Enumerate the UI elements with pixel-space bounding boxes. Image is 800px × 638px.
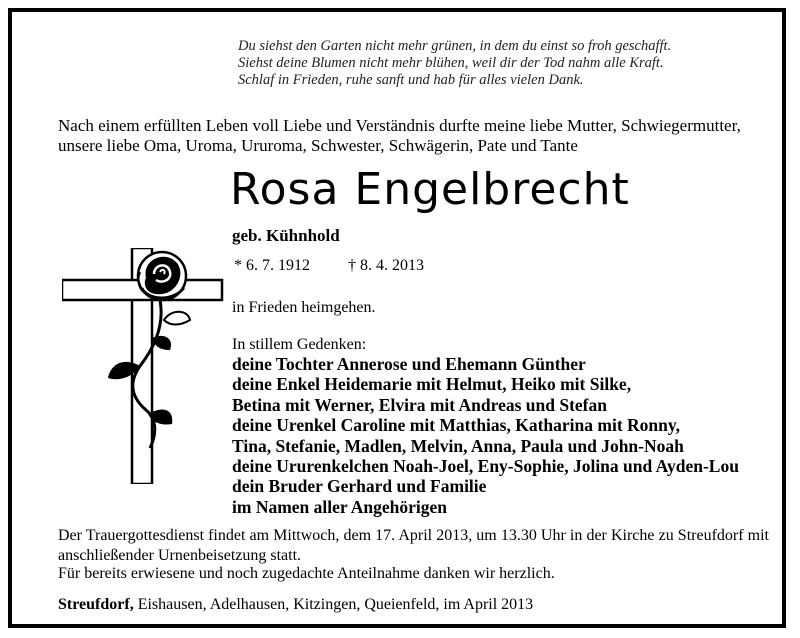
place-main: Streufdorf, [58, 596, 134, 613]
service-info: Der Trauergottesdienst findet am Mittwoch, dem 17. April 2013, um 13.30 Uhr in der Kirche zu Streufdorf mit anschließender Urnenbeisetzung statt. [58, 527, 769, 564]
birth-date: * 6. 7. 1912 [234, 257, 310, 274]
mourner-line: im Namen aller Angehörigen [232, 496, 448, 517]
intro-text [58, 116, 778, 156]
place-and-date [58, 596, 533, 614]
life-dates [234, 257, 424, 275]
passed-text: in Frieden heimgehen. [232, 299, 376, 316]
mourner-line: Tina, Stefanie, Madlen, Melvin, Anna, Paula und John-Noah [232, 435, 684, 456]
intro-line: unsere liebe Oma, Uroma, Ururoma, Schwester, Schwägerin, Pate und Tante [58, 136, 578, 155]
cross-with-rose-icon [62, 248, 230, 484]
mourners-block [232, 335, 739, 517]
obituary-notice [8, 8, 786, 628]
death-date: † 8. 4. 2013 [348, 257, 424, 274]
born-name: geb. Kühnhold [232, 226, 340, 245]
thanks-text: Für bereits erwiesene und noch zugedachte Anteilnahme danken wir herzlich. [58, 565, 555, 582]
mourner-line: Betina mit Werner, Elvira mit Andreas und Stefan [232, 394, 607, 415]
mourner-line: dein Bruder Gerhard und Familie [232, 476, 487, 497]
mourner-line: deine Urenkel Caroline mit Matthias, Katharina mit Ronny, [232, 415, 681, 436]
mourners-label: In stillem Gedenken: [232, 336, 367, 353]
poem-line: Schlaf in Frieden, ruhe sanft und hab für alles vielen Dank. [238, 72, 584, 88]
mourner-line: deine Ururenkelchen Noah-Joel, Eny-Sophie, Jolina und Ayden-Lou [232, 456, 739, 477]
poem [238, 38, 671, 89]
deceased-name: Rosa Engelbrecht [230, 164, 630, 215]
poem-line: Siehst deine Blumen nicht mehr blühen, weil dir der Tod nahm alle Kraft. [238, 55, 664, 71]
mourner-line: deine Enkel Heidemarie mit Helmut, Heiko mit Silke, [232, 374, 632, 395]
mourner-line: deine Tochter Annerose und Ehemann Günther [232, 354, 586, 374]
intro-line: Nach einem erfüllten Leben voll Liebe und Verständnis durfte meine liebe Mutter, Schwiegermutter, [58, 116, 741, 135]
place-rest: Eishausen, Adelhausen, Kitzingen, Queienfeld, im April 2013 [133, 596, 534, 613]
poem-line: Du siehst den Garten nicht mehr grünen, in dem du einst so froh geschafft. [238, 38, 672, 54]
